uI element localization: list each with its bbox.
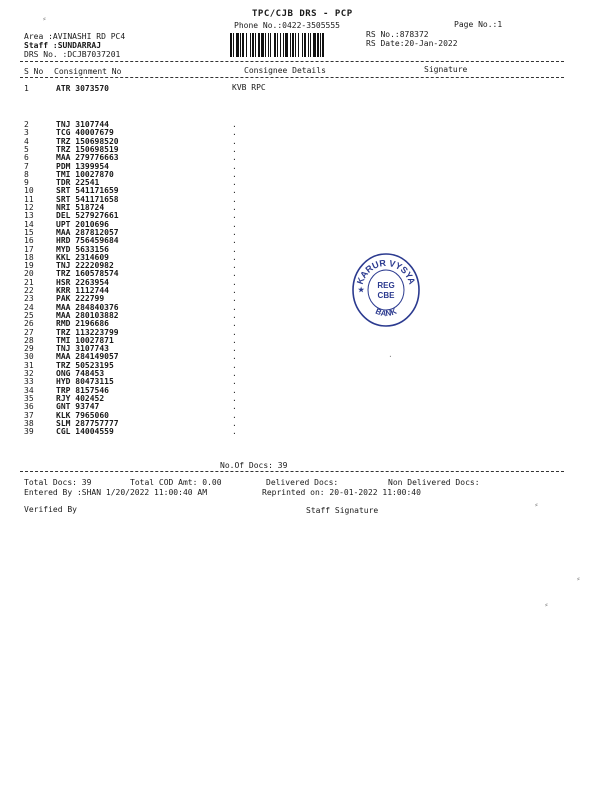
row-sno: 6 xyxy=(24,153,29,163)
scan-mark: ⸗ xyxy=(42,14,47,23)
barcode-bar xyxy=(320,33,321,57)
page-number: Page No.:1 xyxy=(454,20,503,29)
row-sno: 15 xyxy=(24,227,34,237)
barcode-bar xyxy=(277,33,278,57)
column-header-consignment: Consignment No xyxy=(54,67,122,76)
row-consignment: TNJ 22220982 xyxy=(56,261,114,271)
barcode-bar xyxy=(304,33,306,57)
signature-dot: . xyxy=(232,161,237,171)
row-consignment: TCG 40007679 xyxy=(56,128,114,138)
row-sno: 16 xyxy=(24,236,34,246)
row-sno: 39 xyxy=(24,427,34,437)
signature-dot: . xyxy=(232,410,237,420)
signature-dot: . xyxy=(232,269,237,279)
row-consignment: KKL 2314609 xyxy=(56,252,109,262)
docs-count: No.Of Docs: 39 xyxy=(220,461,288,470)
barcode xyxy=(230,33,356,57)
barcode-bar xyxy=(230,33,232,57)
area-field: Area :AVINASHI RD PC4 xyxy=(24,32,126,41)
barcode-bar xyxy=(268,33,269,57)
signature-dot: . xyxy=(232,402,237,412)
signature-dot: . xyxy=(232,277,237,287)
row-sno: 30 xyxy=(24,352,34,362)
row-sno: 8 xyxy=(24,169,29,179)
signature-dot: . xyxy=(232,344,237,354)
barcode-bar xyxy=(317,33,319,57)
barcode-bar xyxy=(290,33,291,57)
star-icon: ★ xyxy=(358,287,365,294)
signature-dot: . xyxy=(232,418,237,428)
signature-dot: . xyxy=(232,393,237,403)
signature-dot: . xyxy=(232,352,237,362)
signature-dot: . xyxy=(232,327,237,337)
total-docs: Total Docs: 39 xyxy=(24,478,92,487)
row-sno: 27 xyxy=(24,327,34,337)
staff-field: Staff :SUNDARRAJ xyxy=(24,41,102,50)
signature-dot: . xyxy=(232,227,237,237)
barcode-bar xyxy=(240,33,241,57)
signature-dot: . xyxy=(232,377,237,387)
signature-dot: . xyxy=(232,120,237,129)
row-consignment: TMI 10027870 xyxy=(56,169,114,179)
row-sno: 17 xyxy=(24,244,34,254)
row-consignment: KRR 1112744 xyxy=(56,286,109,295)
signature-dot: . xyxy=(232,244,237,254)
row-consignment: SRT 541171659 xyxy=(56,186,119,196)
phone-number: Phone No.:0422-3505555 xyxy=(234,21,340,30)
row-sno: 11 xyxy=(24,194,34,204)
divider xyxy=(20,61,564,62)
column-header-signature: Signature xyxy=(424,65,468,74)
scan-mark: ⸗ xyxy=(534,500,539,509)
signature-dot: . xyxy=(232,219,237,229)
rs-date: RS Date:20-Jan-2022 xyxy=(366,39,458,48)
row-sno: 12 xyxy=(24,203,34,212)
barcode-bar xyxy=(295,33,296,57)
barcode-bar xyxy=(322,33,324,57)
signature-dot: . xyxy=(232,294,237,304)
signature-dot: . xyxy=(232,128,237,138)
row-consignment: TMI 10027871 xyxy=(56,335,114,345)
barcode-bar xyxy=(261,33,264,57)
row-sno: 22 xyxy=(24,286,34,295)
row-consignment: TRZ 113223799 xyxy=(56,327,119,337)
row-consignment: PAK 222799 xyxy=(56,294,105,304)
rs-number: RS No.:878372 xyxy=(366,30,429,39)
row-consignment: GNT 93747 xyxy=(56,402,100,412)
bank-stamp xyxy=(350,250,422,330)
barcode-bar xyxy=(236,33,239,57)
signature-dot: . xyxy=(232,169,237,179)
barcode-bar xyxy=(285,33,288,57)
signature-dot: . xyxy=(232,194,237,204)
row-sno: 19 xyxy=(24,261,34,271)
stamp-top-text: KARUR VYSYA xyxy=(354,257,418,286)
divider xyxy=(20,471,564,472)
scan-mark: ⸗ xyxy=(544,600,549,609)
row-consignment: RJY 402452 xyxy=(56,393,105,403)
row-sno: 28 xyxy=(24,335,34,345)
row-consignment: KLK 7965060 xyxy=(56,410,109,420)
signature-dot: . xyxy=(232,335,237,345)
barcode-bar xyxy=(246,33,247,57)
signature-dot: . xyxy=(232,252,237,262)
row-consignment: UPT 2010696 xyxy=(56,219,109,229)
barcode-bar xyxy=(233,33,234,57)
row-consignment: MAA 280103882 xyxy=(56,310,119,320)
signature-dot: . xyxy=(232,186,237,196)
barcode-bar xyxy=(252,33,254,57)
row-consignment: TRZ 160578574 xyxy=(56,269,119,279)
row-sno: 24 xyxy=(24,302,34,312)
row-consignment: ATR 3073570 xyxy=(56,84,109,93)
column-header-consignee: Consignee Details xyxy=(244,66,326,75)
signature-dot: . xyxy=(232,369,237,378)
row-sno: 18 xyxy=(24,252,34,262)
barcode-bar xyxy=(302,33,303,57)
row-consignment: NRI 518724 xyxy=(56,203,105,212)
row-sno: 1 xyxy=(24,84,29,93)
row-sno: 38 xyxy=(24,418,34,428)
barcode-bar xyxy=(274,33,276,57)
row-consignment: PDM 1399954 xyxy=(56,161,109,171)
row-consignment: HYD 80473115 xyxy=(56,377,114,387)
row-sno: 21 xyxy=(24,277,34,287)
row-sno: 34 xyxy=(24,385,34,395)
barcode-bar xyxy=(270,33,271,57)
signature-dot: . xyxy=(232,427,237,437)
barcode-bar xyxy=(313,33,316,57)
stamp-center-bottom: CBE xyxy=(377,291,395,300)
row-sno: 5 xyxy=(24,144,29,154)
signature-dot: . xyxy=(232,236,237,246)
row-sno: 36 xyxy=(24,402,34,412)
row-consignment: MYD 5633156 xyxy=(56,244,109,254)
reprinted-on: Reprinted on: 20-01-2022 11:00:40 xyxy=(262,488,421,497)
row-consignment: DEL 527927661 xyxy=(56,211,119,221)
svg-text:BANK xyxy=(374,307,398,319)
row-sno: 14 xyxy=(24,219,34,229)
signature-dot: . xyxy=(232,286,237,295)
row-consignment: SLM 287757777 xyxy=(56,418,119,428)
row-sno: 3 xyxy=(24,128,29,138)
row-consignment: MAA 284840376 xyxy=(56,302,119,312)
scan-mark: · xyxy=(388,352,393,361)
row-sno: 9 xyxy=(24,178,29,188)
signature-dot: . xyxy=(232,319,237,329)
signature-dot: . xyxy=(232,385,237,395)
signature-dot: . xyxy=(232,178,237,188)
non-delivered-docs: Non Delivered Docs: xyxy=(388,478,480,487)
barcode-bar xyxy=(258,33,260,57)
row-sno: 7 xyxy=(24,161,29,171)
row-sno: 4 xyxy=(24,136,29,146)
row-consignee: KVB RPC xyxy=(232,83,266,92)
verified-by: Verified By xyxy=(24,505,77,514)
row-sno: 20 xyxy=(24,269,34,279)
barcode-bar xyxy=(308,33,309,57)
row-sno: 26 xyxy=(24,319,34,329)
row-consignment: SRT 541171658 xyxy=(56,194,119,204)
row-sno: 35 xyxy=(24,393,34,403)
signature-dot: . xyxy=(232,261,237,271)
row-sno: 25 xyxy=(24,310,34,320)
barcode-bar xyxy=(250,33,251,57)
document-title: TPC/CJB DRS - PCP xyxy=(252,9,353,19)
row-sno: 37 xyxy=(24,410,34,420)
scan-mark: ⸗ xyxy=(576,574,581,583)
column-header-sno: S No xyxy=(24,67,44,76)
staff-signature: Staff Signature xyxy=(306,506,379,515)
barcode-bar xyxy=(292,33,294,57)
barcode-bar xyxy=(280,33,281,57)
row-consignment: TNJ 3107743 xyxy=(56,344,109,354)
row-consignment: TRZ 150698519 xyxy=(56,144,119,154)
row-sno: 31 xyxy=(24,360,34,370)
row-consignment: MAA 287812057 xyxy=(56,227,119,237)
signature-dot: . xyxy=(232,144,237,154)
total-cod-amount: Total COD Amt: 0.00 xyxy=(130,478,222,487)
signature-dot: . xyxy=(232,302,237,312)
signature-dot: . xyxy=(232,136,237,146)
row-consignment: RMD 2196686 xyxy=(56,319,109,329)
signature-dot: . xyxy=(232,211,237,221)
row-consignment: TRP 8157546 xyxy=(56,385,109,395)
row-consignment: MAA 284149057 xyxy=(56,352,119,362)
row-consignment: CGL 14004559 xyxy=(56,427,114,437)
barcode-bar xyxy=(242,33,244,57)
divider xyxy=(20,77,564,78)
row-sno: 29 xyxy=(24,344,34,354)
row-consignment: TDR 22541 xyxy=(56,178,100,188)
signature-dot: . xyxy=(232,360,237,370)
stamp-center-top: REG xyxy=(377,281,395,290)
signature-dot: . xyxy=(232,203,237,212)
entered-by: Entered By :SHAN 1/20/2022 11:00:40 AM xyxy=(24,488,208,497)
row-sno: 23 xyxy=(24,294,34,304)
row-consignment: TRZ 50523195 xyxy=(56,360,114,370)
delivered-docs: Delivered Docs: xyxy=(266,478,339,487)
row-sno: 32 xyxy=(24,369,34,378)
row-consignment: ONG 748453 xyxy=(56,369,105,378)
row-consignment: TNJ 3107744 xyxy=(56,120,109,129)
barcode-bar xyxy=(255,33,256,57)
row-sno: 10 xyxy=(24,186,34,196)
barcode-bar xyxy=(310,33,311,57)
signature-dot: . xyxy=(232,153,237,163)
drs-number: DRS No. :DCJB7037201 xyxy=(24,50,121,59)
barcode-bar xyxy=(265,33,266,57)
barcode-bar xyxy=(283,33,284,57)
row-consignment: HSR 2263954 xyxy=(56,277,109,287)
row-sno: 2 xyxy=(24,120,29,129)
barcode-bar xyxy=(298,33,299,57)
row-consignment: MAA 279776663 xyxy=(56,153,119,163)
row-sno: 13 xyxy=(24,211,34,221)
stamp-bottom-text: BANK xyxy=(374,306,398,319)
row-consignment: HRD 756459684 xyxy=(56,236,119,246)
signature-dot: . xyxy=(232,310,237,320)
row-consignment: TRZ 150698520 xyxy=(56,136,119,146)
row-sno: 33 xyxy=(24,377,34,387)
